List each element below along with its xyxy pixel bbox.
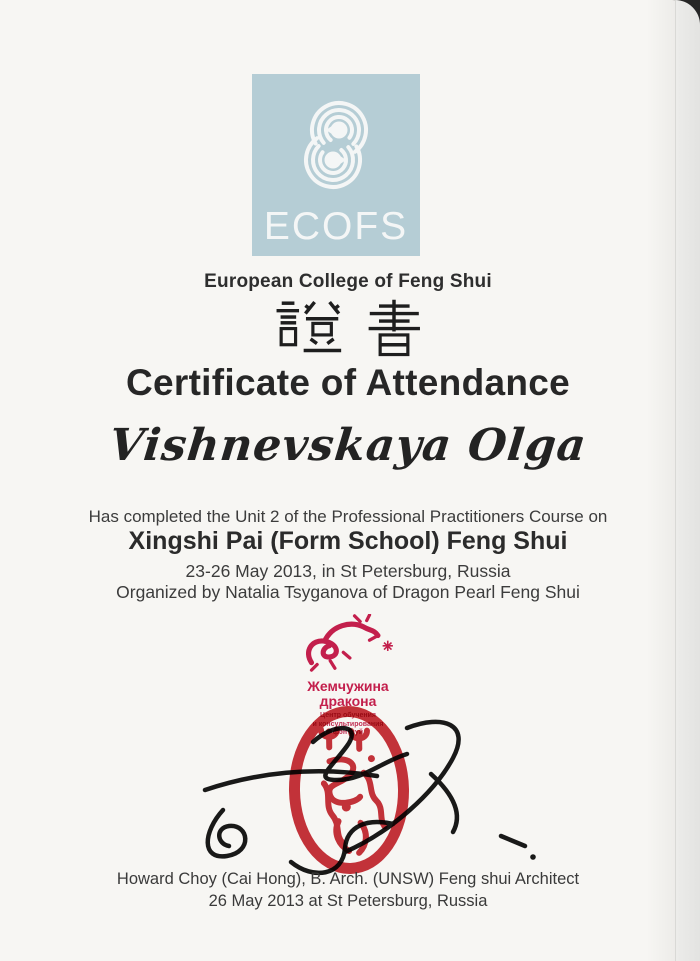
organization-name: European College of Feng Shui	[204, 271, 492, 292]
organizer-line: Organized by Natalia Tsyganova of Dragon Pearl Feng Shui	[116, 582, 580, 602]
dragon-title-line2: дракона	[319, 693, 377, 709]
signatory-line: Howard Choy (Cai Hong), B. Arch. (UNSW) Feng shui Architect	[116, 870, 580, 888]
course-date: 23-26 May 2013, in St Petersburg, Russia	[185, 561, 511, 581]
recipient-name: Vishnevskaya Olga	[106, 420, 590, 471]
issue-date-line: 26 May 2013 at St Petersburg, Russia	[208, 892, 488, 910]
dragon-icon	[293, 614, 403, 672]
chinese-title-glyphs	[0, 297, 696, 359]
dragon-subtitle-line2: и консультирования	[312, 720, 384, 728]
dragon-subtitle-line3: фэн шуй	[332, 729, 364, 736]
cjk-glyph-zheng	[272, 298, 348, 358]
dragon-title-line1: Жемчужина	[307, 678, 389, 694]
yin-yang-swirl-icon	[276, 84, 396, 206]
dragon-subtitle-line1: Центр обучения	[320, 712, 376, 719]
ecofs-logo-text: ECOFS	[263, 205, 409, 248]
certificate-title: Certificate of Attendance	[125, 362, 571, 403]
ecofs-logo	[252, 74, 420, 256]
cjk-glyph-shu	[364, 298, 424, 358]
course-title: Xingshi Pai (Form School) Feng Shui	[128, 527, 568, 555]
completion-line: Has completed the Unit 2 of the Professional Practitioners Course on	[88, 507, 608, 526]
